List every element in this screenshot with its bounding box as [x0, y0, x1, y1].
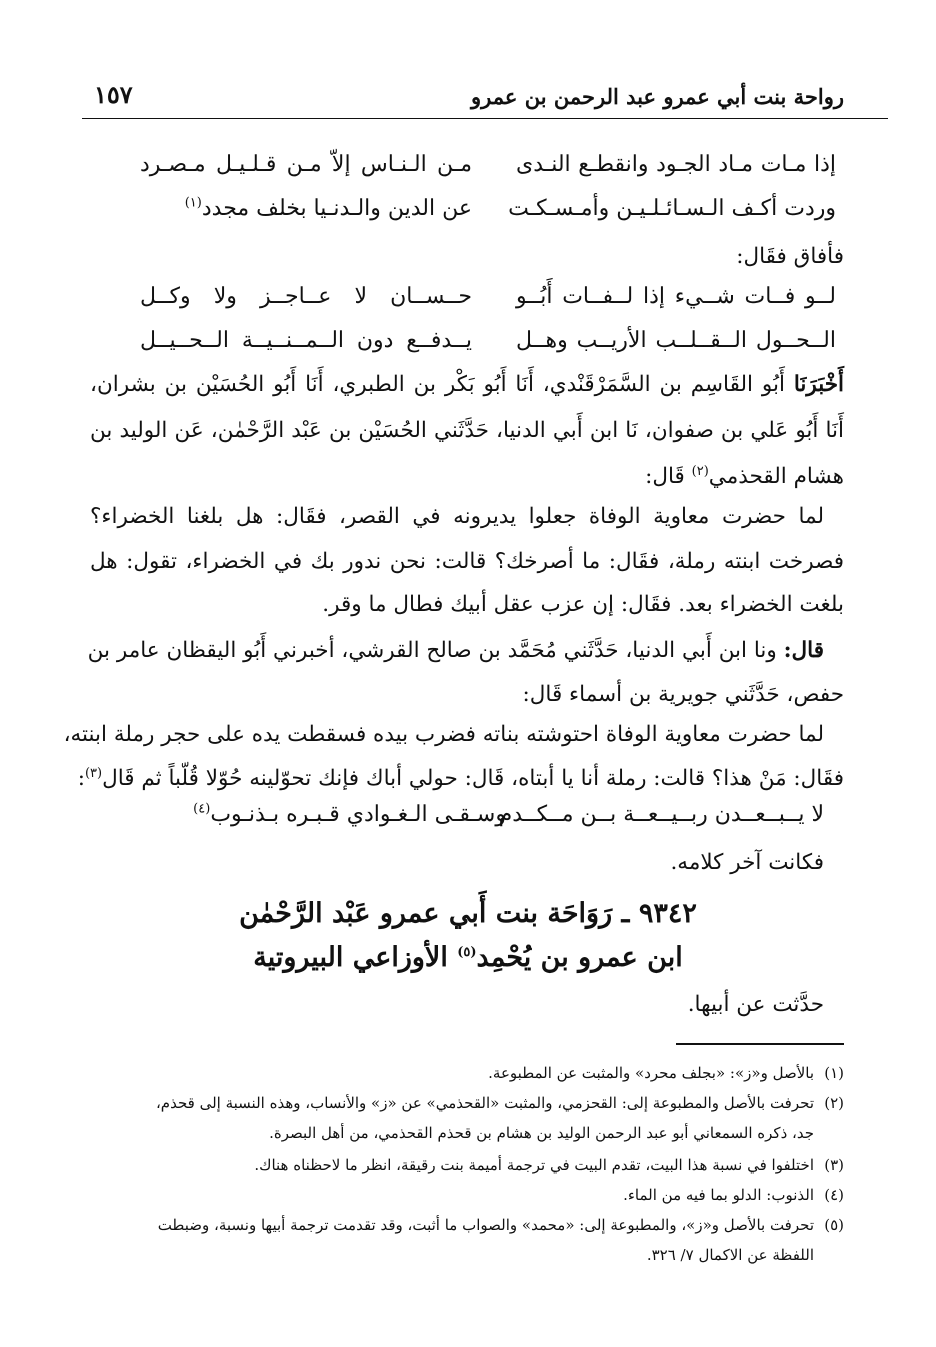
isnad1-line3-end: قَال: [645, 464, 692, 489]
isnad1-line3-text: هشام القحذمي [708, 464, 844, 489]
isnad1-line2: أَنَا أَبُو عَلي بن صفوان، نَا ابن أَبي الدنيا، حَدَّثَني الحُسَيْن بن عَبْد الرَّحْمٰن، عَن الوليد بن [90, 418, 844, 443]
header-rule [82, 118, 888, 119]
verse5-second-hemistich [193, 801, 506, 827]
verse5-second-hemistich-text: وسـقـى الـغـوادي قـبـره بـذنـوب [210, 802, 506, 827]
footnote-ref-5: (٥) [457, 945, 477, 960]
isnad1-line3 [645, 460, 844, 494]
page-number: ١٥٧ [94, 80, 133, 109]
footnote-1-mark: (١) [824, 1064, 844, 1082]
verse3-second-hemistich: حــســان لا عــاجــز ولا وكــل [140, 284, 472, 309]
verse3-first-hemistich: لــو فــات شــيء إذا لــفــات أَبُــو [516, 284, 836, 309]
verse5-first-hemistich: لا يــبــعــدن ربــيــعــة بــن مــكــدم [498, 802, 824, 827]
closing-line: فكانت آخر كلامه. [670, 850, 824, 875]
verse2-second-hemistich [140, 196, 472, 221]
story2-line1: لما حضرت معاوية الوفاة احتوشته بناته فضرب بيده فسقطت يده على حجر رملة ابنته، [63, 722, 824, 747]
entry-body: حدَّثت عن أبيها. [687, 992, 824, 1017]
footnote-5-cont: اللفظة عن الاكمال ٧/ ٣٢٦. [646, 1246, 814, 1264]
entry-heading-line2 [0, 942, 936, 973]
footnote-3 [90, 1156, 844, 1174]
footnote-ref-1: (١) [184, 195, 202, 211]
story2-line2-text: فقَال: مَنْ هذا؟ قالت: رملة أنا يا أبتاه، قَال: حولي أباك فإنك تحوّلينه حُوّلا قُلّباً ثم قَال [102, 766, 844, 791]
footnote-3-text: اختلفوا في نسبة هذا البيت، تقدم البيت في ترجمة أميمة بنت رقيقة، انظر ما لاحظناه هناك. [254, 1156, 814, 1174]
footnote-2-cont: جد، ذكره السمعاني أبو عبد الرحمن الوليد بن هشام بن قحذم القحذمي، من أهل البصرة. [269, 1124, 814, 1142]
footnote-5 [90, 1216, 844, 1234]
footnote-2 [90, 1094, 844, 1112]
footnote-4 [90, 1186, 844, 1204]
story2-line2-end: : [77, 766, 85, 791]
akhbarana-lead: أَخْبَرَنَا [793, 372, 844, 397]
afaq-line: فأفاق فقَال: [736, 244, 844, 269]
entry-heading-line1: ٩٣٤٢ ـ رَوَاحَة بنت أَبي عمرو عَبْد الرَّحْمٰن [239, 898, 697, 929]
footnote-3-mark: (٣) [824, 1156, 844, 1174]
footnote-rule [676, 1043, 844, 1045]
footnote-1 [90, 1064, 844, 1082]
story2-line2 [78, 762, 844, 796]
footnote-ref-2: (٢) [691, 463, 709, 479]
entry-heading-line2-end: الأوزاعي البيروتية [253, 942, 458, 973]
story1-line3: بلغت الخضراء بعد. فقَال: إن عزب عقل أبيك فطال ما وقر. [322, 592, 844, 617]
footnote-ref-4: (٤) [193, 801, 211, 817]
verse1-second-hemistich: مـن الـنـاس إلاّ مـن قـلـيـل مـصـرد [140, 152, 472, 177]
isnad2-line1-text: ونا ابن أَبي الدنيا، حَدَّثَني مُحَمَّد بن صالح القرشي، أخبرني أَبُو اليقظان عامر بن [87, 638, 784, 663]
footnote-1-text: بالأصل و«ز»: «بجلف محرد» والمثبت عن المطبوعة. [488, 1064, 814, 1082]
verse4-second-hemistich: يــدفــع دون الــمــنــيــة الــحــيــل [140, 328, 472, 353]
isnad1-line1 [90, 368, 844, 402]
entry-heading-line2-text: ابن عمرو بن يُحْمِد [476, 942, 683, 973]
running-header-title: رواحة بنت أبي عمرو عبد الرحمن بن عمرو [471, 84, 844, 109]
footnote-4-text: الذنوب: الدلو بما فيه من الماء. [623, 1186, 814, 1204]
verse4-first-hemistich: الــحــول الــقــلــب الأريــب وهــل [516, 328, 836, 353]
footnote-5-mark: (٥) [824, 1216, 844, 1234]
footnote-2-mark: (٢) [824, 1094, 844, 1112]
isnad2-line1 [87, 634, 824, 668]
story1-line2: فصرخت ابنته رملة، فقَال: ما أصرخك؟ قالت: نحن ندور بك في الخضراء، تقول: هل [90, 549, 844, 574]
footnote-4-mark: (٤) [824, 1186, 844, 1204]
verse1-first-hemistich: إذا مـات مـاد الجـود وانقطـع النـدى [516, 152, 836, 177]
footnote-2-text: تحرفت بالأصل والمطبوعة إلى: القحزمي، والمثبت «القحذمي» عن «ز» والأنساب، وهذه النسبة إلى قحذم، [155, 1094, 814, 1112]
qala-lead: قال: [783, 638, 824, 663]
verse2-first-hemistich: وردت أكـف الـسـائـلـيـن وأمـسـكـت [508, 196, 836, 221]
isnad2-line2: حفص، حَدَّثَني جويرية بن أسماء قَال: [522, 682, 844, 707]
footnote-5-text: تحرفت بالأصل و«ز»، والمطبوعة إلى: «محمد» والصواب ما أثبت، وقد تقدمت ترجمة أبيها ونسبة، وضبطت [157, 1216, 814, 1234]
isnad1-line1-text: أَبُو القَاسِم بن السَّمَرْقَنْدي، أَنَا أَبُو بَكْر بن الطبري، أَنَا أَبُو الحُسَيْن بن بشران، [90, 372, 785, 397]
verse2-second-hemistich-text: عن الدين والـدنـيا بخلف مجدد [201, 196, 472, 221]
story1-line1: لما حضرت معاوية الوفاة جعلوا يديرونه في القصر، فقَال: هل بلغنا الخضراء؟ [90, 504, 824, 529]
footnote-ref-3: (٣) [84, 765, 103, 781]
